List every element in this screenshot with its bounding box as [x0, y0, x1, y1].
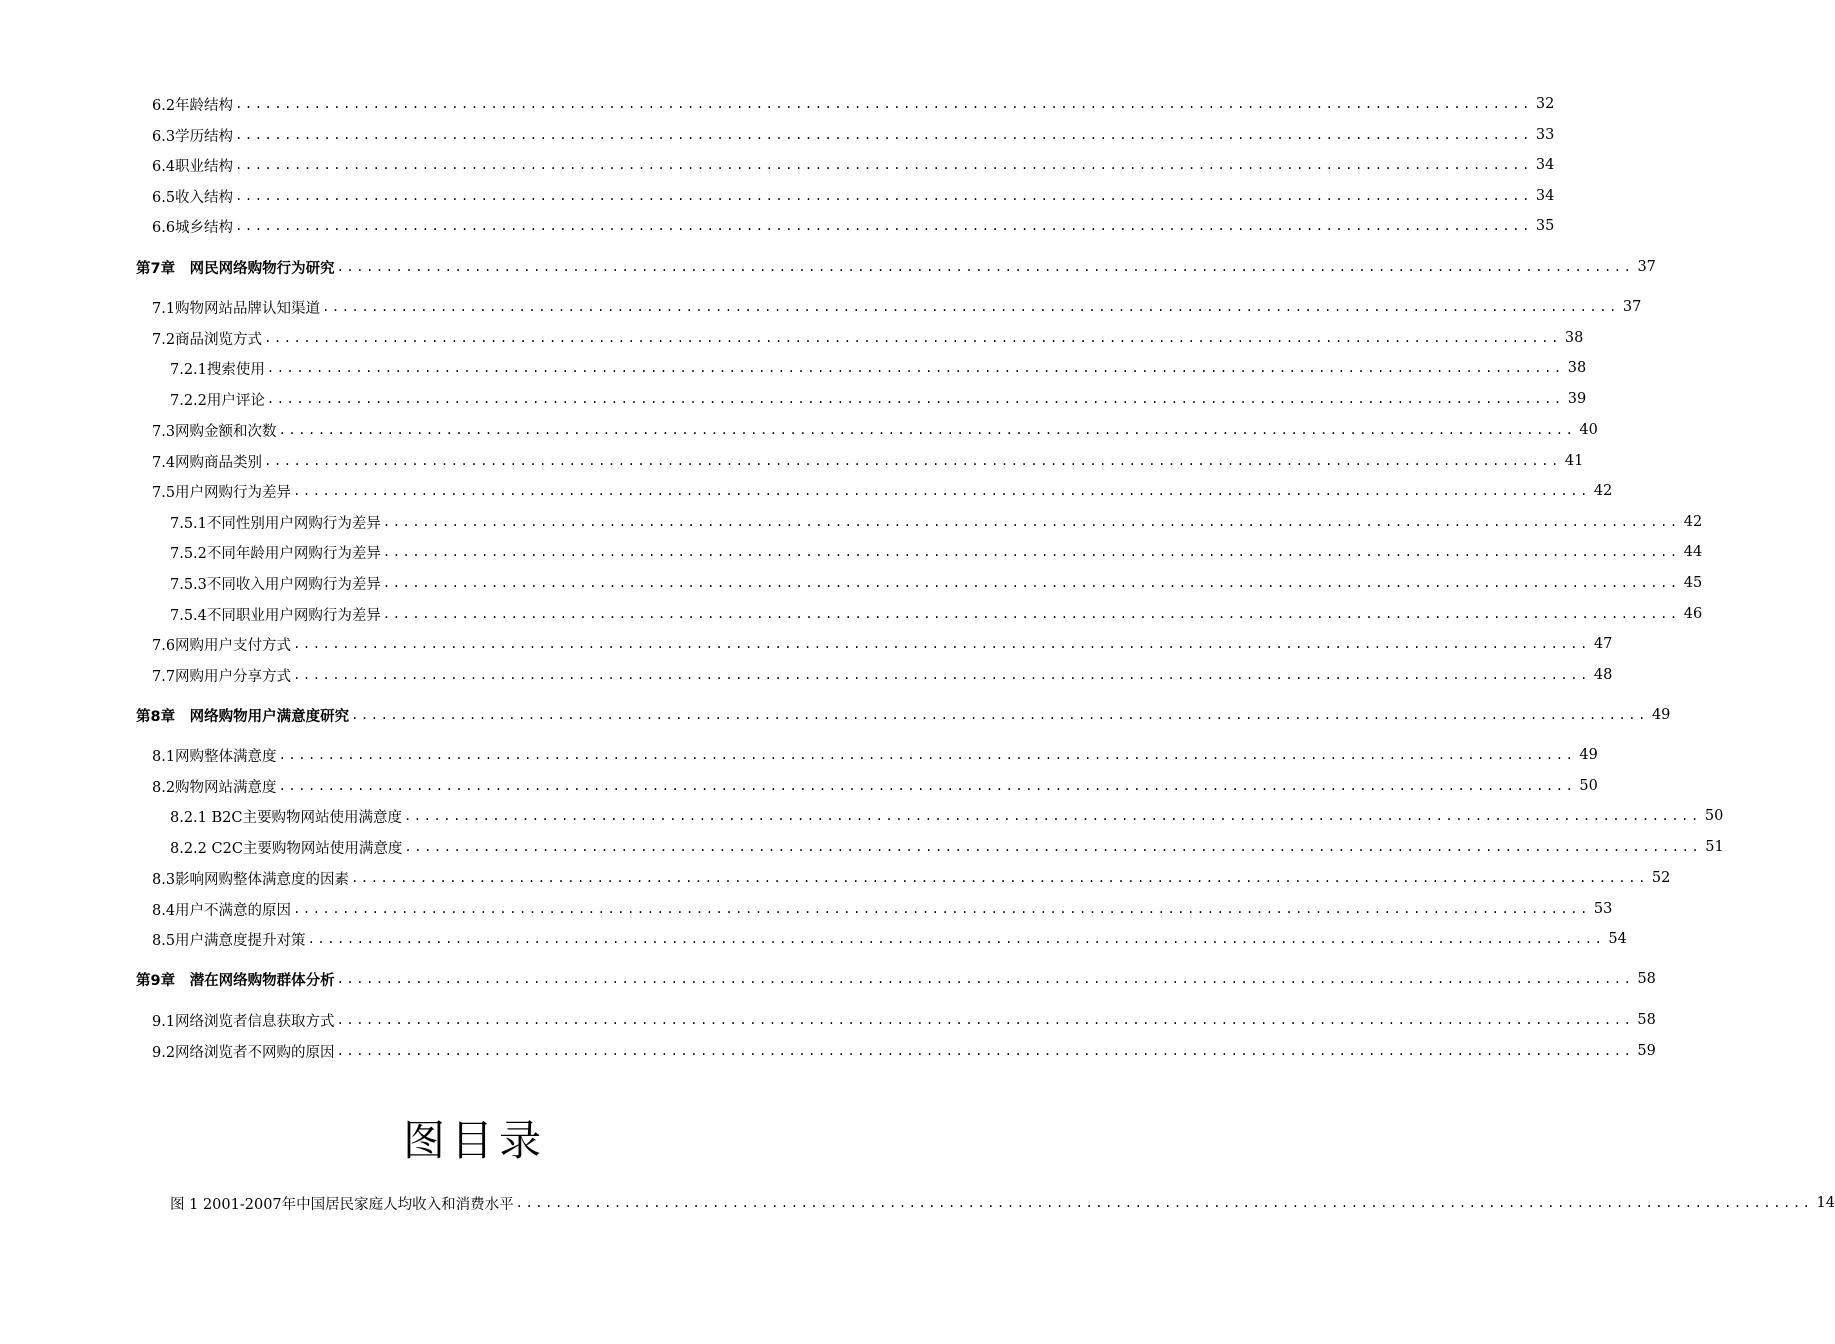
toc-entry[interactable]: [170, 511, 1703, 533]
toc-leader-dots: ....................................................................................................................................: [235, 128, 1532, 142]
toc-leader-dots: ....................................................................................................................................: [403, 809, 1701, 823]
toc-entry-title: 7.6网购用户支付方式: [152, 637, 292, 654]
toc-entry-title: 6.2年龄结构: [152, 97, 234, 114]
toc-chapter-title: 第9章 潜在网络购物群体分析: [136, 972, 335, 989]
toc-entry[interactable]: [170, 541, 1703, 563]
toc-leader-dots: ....................................................................................................................................: [264, 454, 1561, 468]
toc-entry-title: 8.4用户不满意的原因: [152, 902, 292, 919]
toc-entry-title: 7.5用户网购行为差异: [152, 484, 292, 501]
toc-entry[interactable]: [170, 836, 1724, 858]
toc-entry[interactable]: [152, 664, 1613, 686]
toc-entry-page: 47: [1593, 636, 1613, 652]
toc-entry-page: 33: [1535, 127, 1555, 143]
toc-leader-dots: ....................................................................................................................................: [307, 932, 1605, 946]
toc-chapter-title: 第7章 网民网络购物行为研究: [136, 260, 335, 277]
toc-entry-page: 39: [1567, 391, 1587, 407]
toc-entry[interactable]: [152, 928, 1627, 950]
toc-entry[interactable]: [152, 185, 1555, 207]
toc-entry[interactable]: [152, 327, 1584, 349]
toc-entry-title: 7.2.1搜索使用: [170, 361, 265, 378]
toc-entry[interactable]: [170, 603, 1703, 625]
toc-entry[interactable]: [170, 357, 1587, 379]
toc-entry-page: 35: [1535, 218, 1555, 234]
toc-leader-dots: ....................................................................................................................................: [293, 637, 1590, 651]
toc-entry[interactable]: [152, 480, 1613, 502]
toc-chapter-entry[interactable]: [136, 968, 1656, 990]
figure-entry[interactable]: [170, 1192, 1835, 1214]
toc-leader-dots: ....................................................................................................................................: [264, 331, 1561, 345]
toc-leader-dots: ....................................................................................................................................: [351, 708, 1648, 722]
toc-entry-title: 6.3学历结构: [152, 128, 234, 145]
toc-entry[interactable]: [152, 867, 1671, 889]
toc-entry-title: 8.2.2 C2C主要购物网站使用满意度: [170, 840, 403, 857]
toc-leader-dots: ....................................................................................................................................: [278, 779, 1576, 793]
toc-entry-page: 42: [1593, 483, 1613, 499]
toc-entry[interactable]: [152, 215, 1555, 237]
figure-list-heading: 图目录: [402, 1116, 547, 1165]
toc-entry-title: 8.1网购整体满意度: [152, 748, 277, 765]
toc-chapter-entry[interactable]: [136, 256, 1656, 278]
toc-entry-title: 6.5收入结构: [152, 189, 234, 206]
toc-leader-dots: ....................................................................................................................................: [278, 748, 1576, 762]
toc-leader-dots: ....................................................................................................................................: [515, 1196, 1813, 1210]
toc-entry-title: 7.5.3不同收入用户网购行为差异: [170, 576, 381, 593]
toc-leader-dots: ....................................................................................................................................: [336, 260, 1634, 274]
toc-leader-dots: ....................................................................................................................................: [382, 515, 1680, 529]
toc-entry-title: 8.3影响网购整体满意度的因素: [152, 871, 350, 888]
toc-entry[interactable]: [152, 898, 1613, 920]
toc-entry[interactable]: [170, 805, 1724, 827]
toc-leader-dots: ....................................................................................................................................: [382, 576, 1680, 590]
toc-leader-dots: ....................................................................................................................................: [266, 392, 1564, 406]
toc-leader-dots: ....................................................................................................................................: [235, 158, 1532, 172]
toc-entry-title: 7.2商品浏览方式: [152, 331, 263, 348]
toc-entry-page: 42: [1683, 514, 1703, 530]
toc-entry-title: 6.4职业结构: [152, 158, 234, 175]
toc-entry-page: 58: [1637, 971, 1656, 987]
toc-leader-dots: ....................................................................................................................................: [336, 1013, 1634, 1027]
toc-leader-dots: ....................................................................................................................................: [266, 361, 1564, 375]
toc-entry[interactable]: [152, 1009, 1656, 1031]
toc-entry[interactable]: [152, 744, 1598, 766]
toc-leader-dots: ....................................................................................................................................: [404, 840, 1702, 854]
toc-entry[interactable]: [152, 93, 1555, 115]
toc-entry-title: 7.4网购商品类别: [152, 454, 263, 471]
toc-chapter-entry[interactable]: [136, 704, 1671, 726]
toc-chapter-title: 第8章 网络购物用户满意度研究: [136, 708, 350, 725]
toc-entry-title: 8.2.1 B2C主要购物网站使用满意度: [170, 809, 402, 826]
toc-leader-dots: ....................................................................................................................................: [336, 972, 1634, 986]
toc-entry[interactable]: [170, 388, 1587, 410]
toc-entry-page: 37: [1622, 299, 1642, 315]
toc-leader-dots: ....................................................................................................................................: [293, 484, 1590, 498]
toc-entry-page: 45: [1683, 575, 1703, 591]
toc-entry[interactable]: [152, 419, 1598, 441]
toc-entry-page: 50: [1704, 808, 1724, 824]
toc-entry-page: 49: [1651, 707, 1671, 723]
toc-entry-title: 7.5.1不同性别用户网购行为差异: [170, 515, 381, 532]
toc-entry[interactable]: [152, 1040, 1656, 1062]
toc-leader-dots: ....................................................................................................................................: [293, 902, 1590, 916]
toc-entry-page: 32: [1535, 96, 1555, 112]
toc-entry-page: 53: [1593, 901, 1613, 917]
toc-entry[interactable]: [152, 296, 1642, 318]
toc-entry-page: 52: [1651, 870, 1671, 886]
toc-entry-page: 54: [1608, 931, 1627, 947]
toc-entry-title: 8.5用户满意度提升对策: [152, 932, 306, 949]
toc-entry[interactable]: [152, 775, 1598, 797]
toc-entry-page: 38: [1564, 330, 1584, 346]
toc-entry-page: 48: [1593, 667, 1613, 683]
toc-entry-page: 46: [1683, 606, 1703, 622]
toc-entry-page: 41: [1564, 453, 1584, 469]
toc-entry-title: 9.1网络浏览者信息获取方式: [152, 1013, 335, 1030]
figure-entry-page: 14: [1816, 1195, 1835, 1211]
toc-entry-page: 37: [1637, 259, 1656, 275]
toc-entry-title: 7.2.2用户评论: [170, 392, 265, 409]
toc-leader-dots: ....................................................................................................................................: [322, 300, 1619, 314]
toc-entry-page: 59: [1637, 1043, 1656, 1059]
toc-entry-title: 6.6城乡结构: [152, 219, 234, 236]
toc-leader-dots: ....................................................................................................................................: [235, 189, 1532, 203]
toc-entry-page: 58: [1637, 1012, 1656, 1028]
toc-entry-page: 34: [1535, 157, 1555, 173]
toc-leader-dots: ....................................................................................................................................: [351, 871, 1648, 885]
toc-entry[interactable]: [170, 572, 1703, 594]
toc-entry-title: 7.5.2不同年龄用户网购行为差异: [170, 545, 381, 562]
toc-leader-dots: ....................................................................................................................................: [382, 545, 1680, 559]
toc-entry[interactable]: [152, 124, 1555, 146]
toc-entry[interactable]: [152, 154, 1555, 176]
toc-entry-page: 50: [1579, 778, 1598, 794]
toc-entry-title: 8.2购物网站满意度: [152, 779, 277, 796]
toc-entry-page: 38: [1567, 360, 1587, 376]
toc-leader-dots: ....................................................................................................................................: [382, 607, 1680, 621]
toc-entry[interactable]: [152, 450, 1584, 472]
toc-entry-title: 9.2网络浏览者不网购的原因: [152, 1044, 335, 1061]
toc-entry-page: 34: [1535, 188, 1555, 204]
toc-entry-page: 51: [1705, 839, 1724, 855]
toc-leader-dots: ....................................................................................................................................: [278, 423, 1576, 437]
figure-entry-title: 图 1 2001-2007年中国居民家庭人均收入和消费水平: [170, 1196, 514, 1213]
toc-entry-title: 7.3网购金额和次数: [152, 423, 277, 440]
toc-entry-title: 7.7网购用户分享方式: [152, 668, 292, 685]
toc-leader-dots: ....................................................................................................................................: [336, 1044, 1634, 1058]
toc-entry-title: 7.5.4不同职业用户网购行为差异: [170, 607, 381, 624]
toc-leader-dots: ....................................................................................................................................: [235, 97, 1532, 111]
toc-entry[interactable]: [152, 633, 1613, 655]
toc-entry-page: 44: [1683, 544, 1703, 560]
toc-entry-title: 7.1购物网站品牌认知渠道: [152, 300, 321, 317]
toc-entry-page: 40: [1579, 422, 1598, 438]
toc-entry-page: 49: [1579, 747, 1598, 763]
toc-leader-dots: ....................................................................................................................................: [235, 219, 1532, 233]
toc-leader-dots: ....................................................................................................................................: [293, 668, 1590, 682]
